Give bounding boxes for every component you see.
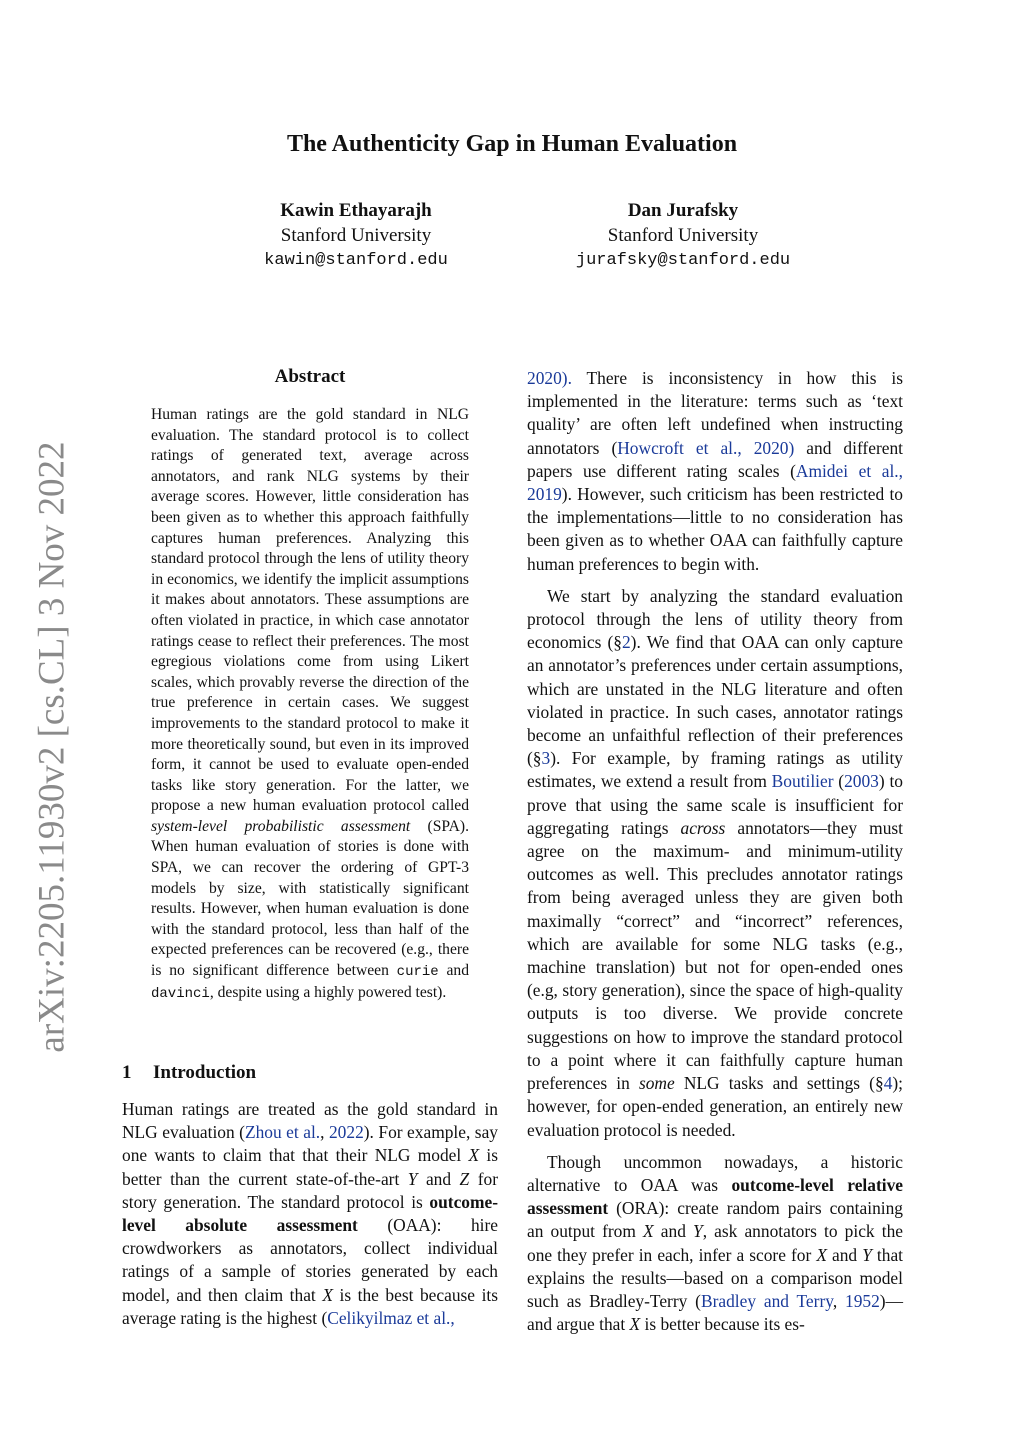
citation-link[interactable]: Celikyilmaz et al., [327, 1307, 455, 1328]
text: (OAA): hire crowdworkers as annotators, collect individual ratings of a sample of stories generated by each model, and then claim that [122, 1215, 498, 1305]
text: and [826, 1244, 863, 1265]
text: , [320, 1122, 329, 1143]
text: is the best because its average rating is the highest ( [122, 1284, 498, 1328]
text: ). However, such criticism has been restricted to the implementations—little to no consideration has been given as to whether OAA can faithfully capture human preferences to begin with. [527, 484, 903, 574]
text: ); however, for open-ended generation, an entirely new evaluation protocol is needed. [527, 1073, 904, 1140]
citation-link[interactable]: 2020). [527, 368, 572, 388]
math-var: Z [459, 1168, 470, 1189]
italic-term: some [638, 1073, 675, 1094]
text: Human ratings are treated as the gold standard in NLG evaluation ( [122, 1099, 498, 1143]
abstract-text: and [438, 962, 469, 980]
author-name: Dan Jurafsky [627, 200, 739, 221]
author-email[interactable]: jurafsky@stanford.edu [575, 251, 791, 270]
author-block-1 [186, 198, 526, 273]
math-var: Y [693, 1221, 703, 1242]
bold-term: outcome-level absolute assessment [122, 1191, 498, 1236]
text: and [653, 1221, 694, 1242]
paragraph [527, 585, 903, 1142]
text: ). We find that OAA can only capture an annotator’s preferences under certain assumptions, which are unstated in the NLG literature and often violated in practice. In such cases, annotator ratings become an unfaithful reflection of their preferences (§ [527, 632, 904, 769]
text: annotators—they must agree on the maximum- and minimum-utility outcomes as well. This precludes annotator ratings from being averaged unless they are given both maximally “correct” and “incorrect” references, which are available for some NLG tasks (e.g., machine translation) but not for open-ended ones (e.g, story generation), since the space of high-quality outputs is too diverse. We provide concrete suggestions on how to improve the standard protocol to a point where it can faithfully capture human preferences in [527, 817, 903, 1094]
section-number: 1 [122, 1062, 132, 1083]
author-block-2 [513, 198, 853, 273]
author-name: Kawin Ethayarajh [280, 200, 432, 221]
left-column-text [122, 1098, 498, 1330]
paragraph [122, 1098, 498, 1330]
text: (ORA): create random pairs containing an output from [527, 1198, 903, 1242]
text: There is inconsistency in how this is implemented in the literature: terms such as ‘text quality’ are often left undefined when instructing annotators ( [527, 368, 903, 458]
text: NLG tasks and settings (§ [674, 1073, 884, 1094]
text: Though uncommon nowadays, a historic alternative to OAA was [527, 1151, 903, 1195]
text: , ask annotators to pick the one they prefer in each, infer a score for [527, 1221, 903, 1265]
text: and different papers use different rating scales ( [527, 437, 903, 481]
section-heading [122, 1062, 256, 1084]
text: ( [833, 771, 845, 792]
citation-link[interactable]: Bradley and Terry [700, 1290, 833, 1311]
text: )—and argue that [527, 1290, 903, 1335]
abstract-text: (SPA). When human evaluation of stories is done with SPA, we can recover the ordering of GPT-3 models by size, with statistically significant results. However, when human evaluation is done with the standard protocol, less than half of the expected preferences can be recovered (e.g., there is no significant difference between [151, 817, 469, 980]
paper-title: The Authenticity Gap in Human Evaluation [286, 131, 738, 157]
math-var: X [643, 1221, 654, 1242]
math-var: Y [862, 1244, 872, 1265]
text: that explains the results—based on a comparison model such as Bradley-Terry ( [527, 1244, 903, 1311]
arxiv-identifier [22, 441, 82, 1053]
section-title: Introduction [153, 1062, 257, 1083]
citation-link[interactable]: 1952 [845, 1290, 880, 1311]
abstract-italic: system-level probabilistic assessment [151, 817, 411, 835]
citation-link[interactable]: Zhou et al. [244, 1122, 321, 1143]
author-email[interactable]: kawin@stanford.edu [264, 251, 448, 270]
text: and [417, 1168, 460, 1189]
paragraph [527, 367, 903, 576]
bold-term: outcome-level relative assessment [527, 1174, 903, 1219]
abstract-text: , despite using a highly powered test). [209, 983, 447, 1001]
author-affiliation: Stanford University [280, 225, 432, 246]
math-var: X [322, 1284, 333, 1305]
math-var: X [629, 1314, 641, 1335]
math-var: X [816, 1244, 827, 1265]
abstract-body [151, 405, 469, 1004]
section-ref-link[interactable]: 3 [541, 748, 551, 769]
text: is better than the current state-of-the-art [122, 1145, 498, 1189]
math-var: X [468, 1145, 480, 1166]
text: ). For example, by framing ratings as utility estimates, we extend a result from [527, 748, 903, 792]
italic-term: across [680, 817, 726, 838]
section-ref-link[interactable]: 4 [883, 1073, 893, 1094]
citation-link[interactable]: Amidei et al., 2019 [527, 460, 904, 505]
text: for story generation. The standard protocol is [122, 1168, 498, 1212]
author-affiliation: Stanford University [607, 225, 759, 246]
citation-link[interactable]: 2003 [844, 771, 879, 792]
citation-link[interactable]: 2022 [328, 1122, 364, 1143]
citation-link[interactable]: Howcroft et al., 2020) [617, 437, 795, 458]
math-var: Y [407, 1168, 418, 1189]
code-davinci: davinci [151, 985, 210, 1002]
text: ). For example, say one wants to claim that that their NLG model [122, 1122, 498, 1166]
text: is better because its es- [640, 1314, 805, 1335]
abstract-heading: Abstract [274, 366, 346, 387]
right-column-text [527, 367, 903, 1336]
citation-link[interactable]: Boutilier [771, 771, 834, 792]
code-curie: curie [396, 964, 439, 981]
paragraph [527, 1151, 903, 1337]
abstract-text: Human ratings are the gold standard in NLG evaluation. The standard protocol is to collect ratings of generated text, average across annotators, and rank NLG systems by their average scores. However, little consideration has been given as to whether this approach faithfully captures human preferences. Analyzing this standard protocol through the lens of utility theory in economics, we identify the implicit assumptions it makes about annotators. These assumptions are often violated in practice, in which case annotator ratings cease to reflect their preferences. The most egregious violations come from using Likert scales, which provably reverse the direction of the true preference in certain cases. We suggest improvements to the standard protocol to make it more theoretically sound, but even in its improved form, it cannot be used to evaluate open-ended tasks like story generation. For the latter, we propose a new human evaluation protocol called [151, 406, 469, 815]
text: , [832, 1290, 846, 1311]
text: We start by analyzing the standard evaluation protocol through the lens of utility theory from economics (§ [527, 585, 903, 653]
arxiv-identifier-text: arXiv:2205.11930v2 [cs.CL] 3 Nov 2022 [31, 441, 73, 1053]
section-ref-link[interactable]: 2 [621, 632, 631, 653]
text: ) to prove that using the same scale is insufficient for aggregating ratings [527, 771, 903, 838]
